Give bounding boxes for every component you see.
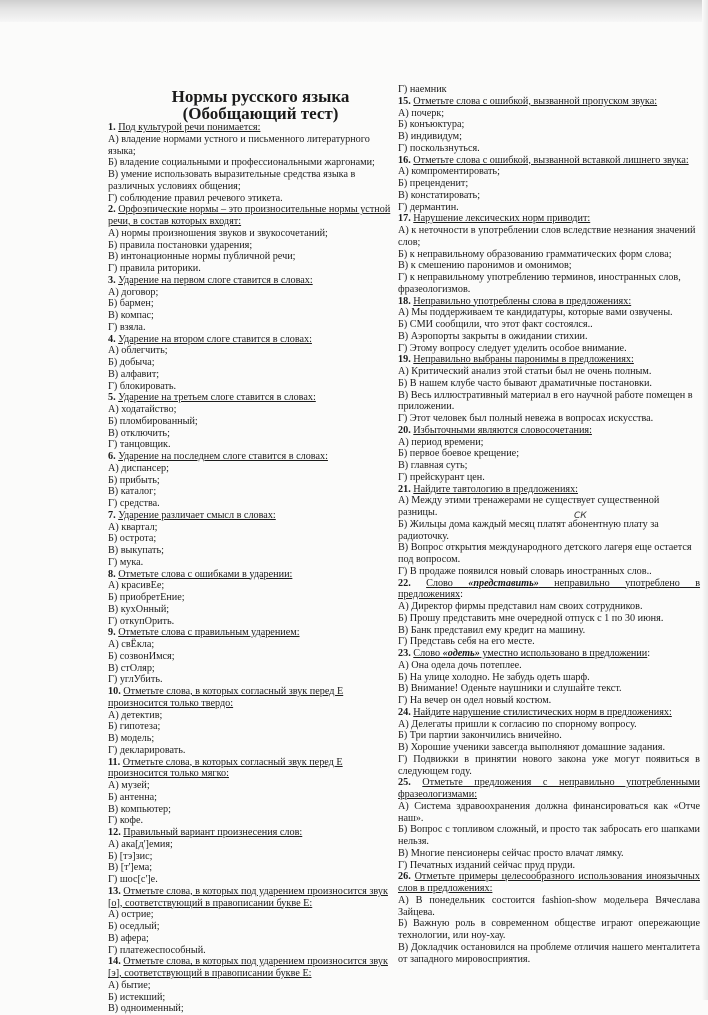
answer-option: Б) владение социальными и профессиональными жаргонами; <box>108 157 375 169</box>
answer-option: Г) Этому вопросу следует уделить особое внимание. <box>398 342 627 354</box>
question-26 <box>398 871 700 965</box>
question-number: 1. <box>108 122 116 133</box>
answer-option: Б) пломбированный; <box>108 415 198 427</box>
answer-option: А) компроментировать; <box>398 166 500 178</box>
answer-option: Г) кофе. <box>108 815 144 827</box>
question-header <box>108 827 393 839</box>
question-prompt: Отметьте слова с ошибкой, вызванной вставкой лишнего звука: <box>413 154 689 166</box>
prompt-part: Слово <box>426 577 469 589</box>
answer-option: В) [т']ема; <box>108 862 153 874</box>
answer-option: Г) взяла. <box>108 321 146 333</box>
question-header <box>398 425 700 437</box>
question-number: 14. <box>108 956 121 968</box>
question-number: 25. <box>398 777 411 789</box>
answer-option: Б) Три партии закончились вничейно. <box>398 730 562 742</box>
answer-option: Б) конъюктура; <box>398 119 465 131</box>
answer-option: В) интонационные нормы публичной речи; <box>108 251 296 263</box>
question-number: 5. <box>108 392 116 404</box>
left-question-list <box>108 122 393 1015</box>
question-2 <box>108 204 393 275</box>
question-prompt: Найдите нарушение стилистических норм в предложениях: <box>413 706 672 718</box>
answer-option: А) нормы произношения звуков и звукосочетаний; <box>108 227 328 239</box>
question-prompt: Отметьте слова, в которых под ударением произносится звук [э], соответствующий в правописании букве Е: <box>108 956 388 979</box>
answer-option: В) одноименный; <box>108 1003 184 1015</box>
answer-option: В) Аэропорты закрыты в ожидании стихии. <box>398 330 588 342</box>
answer-option: А) ака[д']емия; <box>108 838 173 850</box>
question-header <box>108 204 393 228</box>
question-prompt: Отметьте слова с ошибками в ударении: <box>118 568 293 580</box>
answer-option: Б) созвонИмся; <box>108 650 175 662</box>
question-prompt: Ударение на третьем слоге ставится в словах: <box>118 392 316 404</box>
question-number: 2. <box>108 204 116 216</box>
prompt-colon: : <box>460 589 463 601</box>
answer-option: В) констатировать; <box>398 189 481 201</box>
answer-option: В) главная суть; <box>398 460 468 471</box>
question-7 <box>108 510 393 569</box>
question-number: 16. <box>398 154 411 166</box>
answer-option: А) почерк; <box>398 107 445 119</box>
emphasized-word: «одеть» <box>442 648 480 659</box>
answer-option: А) Мы поддерживаем те кандидатуры, которые вами озвучены. <box>398 307 673 319</box>
question-number: 4. <box>108 333 116 345</box>
question-18 <box>398 296 700 355</box>
answer-option: В) к смешению паронимов и омонимов; <box>398 260 572 272</box>
question-14 <box>108 956 393 1015</box>
answer-option: В) компьютер; <box>108 803 171 815</box>
question-header <box>398 578 700 602</box>
answer-option: А) свЁкла; <box>108 639 155 650</box>
right-column <box>398 84 700 965</box>
question-11 <box>108 757 393 828</box>
question-prompt: Отметьте слова с правильным ударением: <box>118 627 300 639</box>
answer-option: Г) прейскурант цен. <box>398 471 485 483</box>
answer-option: Б) правила постановки ударения; <box>108 239 253 251</box>
answer-option: В) Многие пенсионеры сейчас просто влачат лямку. <box>398 847 624 859</box>
question-20 <box>398 425 700 484</box>
question-5 <box>108 392 393 451</box>
question-12 <box>108 827 393 886</box>
question-number: 19. <box>398 354 411 366</box>
answer-option: А) Она одела дочь потеплее. <box>398 659 522 671</box>
answer-option: Г) платежеспособный. <box>108 944 206 956</box>
answer-option: В) Докладчик остановился на проблеме отличия нашего менталитета от западного мировосприятия. <box>398 941 700 965</box>
answer-option: Б) истекший; <box>108 991 166 1003</box>
question-prompt: Избыточными являются словосочетания: <box>413 424 592 436</box>
answer-option: Б) [тэ]зис; <box>108 850 153 862</box>
title-line-1: Нормы русского языка <box>171 87 350 106</box>
document-title <box>108 88 393 122</box>
answer-option: Г) поскользнуться. <box>398 142 480 154</box>
right-question-list <box>398 96 700 966</box>
question-header <box>108 686 393 710</box>
answer-option: Б) гипотеза; <box>108 721 161 733</box>
answer-option: В) индивидум; <box>398 131 462 142</box>
question-prompt: Отметьте слова, в которых согласный звук перед Е произносится только мягко: <box>108 756 343 780</box>
answer-option: А) владение нормами устного и письменного литературного языка; <box>108 133 370 157</box>
question-header <box>108 275 393 287</box>
answer-option: В) Весь иллюстративный материал в его научной работе помещен в приложении. <box>398 389 693 413</box>
answer-option: А) Делегаты пришли к согласию по спорному вопросу. <box>398 718 637 730</box>
question-header <box>108 451 393 463</box>
title-line-2: (Обобщающий тест) <box>182 104 339 123</box>
question-10 <box>108 686 393 757</box>
answer-option: А) Критический анализ этой статьи был не очень полным. <box>398 366 652 377</box>
answer-option: В) Вопрос открытия международного детского лагеря еще остается под вопросом. <box>398 542 692 565</box>
answer-option: Г) откупОрить. <box>108 615 175 627</box>
question-number: 22. <box>398 577 411 589</box>
question-header <box>398 296 700 308</box>
question-header <box>398 484 700 496</box>
question-header <box>108 886 393 910</box>
answer-option: Б) добыча; <box>108 357 155 368</box>
answer-option: А) к неточности в употреблении слов вследствие незнания значений слов; <box>398 225 696 248</box>
question-prompt: Отметьте слова, в которых согласный звук перед Е произносится только твердо: <box>108 686 344 709</box>
answer-option: Б) преценденит; <box>398 178 469 189</box>
question-prompt: Неправильно выбраны паронимы в предложениях: <box>413 354 634 366</box>
question-16 <box>398 155 700 214</box>
question-prompt: Отметьте слова с ошибкой, вызванной пропуском звука: <box>413 95 658 107</box>
question-header <box>398 777 700 801</box>
answer-option: А) договор; <box>108 286 159 298</box>
question-prompt <box>398 578 700 601</box>
answer-option: А) ходатайство; <box>108 404 177 415</box>
question-number: 7. <box>108 509 116 521</box>
question-4 <box>108 334 393 393</box>
answer-option: Б) прибыть; <box>108 474 160 486</box>
answer-option: А) период времени; <box>398 436 484 448</box>
answer-option: В) афера; <box>108 932 149 944</box>
question-header <box>108 627 393 639</box>
answer-option: Г) Представь себя на его месте. <box>398 636 535 648</box>
question-header <box>108 510 393 522</box>
answer-option: Г) дермантин. <box>398 201 459 213</box>
question-number: 15. <box>398 95 411 107</box>
question-number: 21. <box>398 483 411 495</box>
question-17 <box>398 213 700 295</box>
answer-option: Г) средства. <box>108 498 160 509</box>
answer-option: Б) к неправильному образованию грамматических форм слова; <box>398 248 672 260</box>
question-prompt: Отметьте слова, в которых под ударением произносится звук [о], соответствующий в правописании букве Е: <box>108 885 388 909</box>
question-21 <box>398 484 700 578</box>
answer-option: Г) мука. <box>108 556 144 568</box>
answer-option: В) Хорошие ученики завсегда выполняют домашние задания. <box>398 742 666 753</box>
question-number: 9. <box>108 627 116 639</box>
scan-edge-shadow <box>702 0 708 1000</box>
question-number: 6. <box>108 451 116 462</box>
answer-option: Г) Печатных изданий сейчас пруд пруди. <box>398 859 576 871</box>
question-header <box>108 757 393 781</box>
question-header <box>108 122 393 134</box>
prompt-part: уместно использовано в предложении <box>479 648 648 659</box>
question-19 <box>398 354 700 425</box>
question-number: 3. <box>108 274 116 286</box>
question-prompt: Ударение различает смысл в словах: <box>118 509 276 521</box>
answer-option: А) облегчить; <box>108 345 168 357</box>
question-header <box>398 707 700 719</box>
question-1 <box>108 122 393 204</box>
question-number: 11. <box>108 756 121 768</box>
answer-option: Г) Этот человек был полный невежа в вопросах искусства. <box>398 413 654 424</box>
answer-option: А) острие; <box>108 909 154 921</box>
question-14-continued-option: Г) наемник <box>398 84 447 95</box>
question-header <box>398 354 700 366</box>
answer-option: А) диспансер; <box>108 462 169 474</box>
question-number: 18. <box>398 295 411 307</box>
answer-option: Б) В нашем клубе часто бывают драматичные постановки. <box>398 377 652 389</box>
question-header <box>398 96 700 108</box>
question-prompt: Найдите тавтологию в предложениях: <box>413 483 579 495</box>
question-number: 23. <box>398 648 411 659</box>
answer-option: А) квартал; <box>108 521 158 533</box>
answer-option: Б) Жильцы дома каждый месяц платят абонентную плату за радиоточку. СК <box>398 510 659 542</box>
answer-option: Б) СМИ сообщили, что этот факт состоялся.. <box>398 319 593 330</box>
answer-option: А) В понедельник состоится fashion-show модельера Вячеслава Зайцева. <box>398 894 700 918</box>
question-13 <box>108 886 393 957</box>
question-9 <box>108 627 393 686</box>
question-23 <box>398 648 700 707</box>
answer-option: Б) оседлый; <box>108 921 160 932</box>
question-prompt <box>413 648 647 659</box>
answer-option: Г) декларировать. <box>108 744 186 756</box>
question-header <box>108 569 393 581</box>
answer-option: Б) антенна; <box>108 791 157 803</box>
answer-option: Г) В продаже появился новый словарь иностранных слов.. <box>398 565 652 577</box>
question-header <box>108 956 393 980</box>
answer-option: Б) Важную роль в современном обществе играют опережающие технологии, или ноу-хау. <box>398 918 700 941</box>
answer-option: А) музей; <box>108 780 150 791</box>
question-number: 20. <box>398 424 411 436</box>
question-24 <box>398 707 700 778</box>
question-header <box>108 392 393 404</box>
prompt-part: неправильно употреблено в предложениях <box>398 577 701 601</box>
question-header <box>398 213 700 225</box>
answer-option: В) модель; <box>108 733 155 744</box>
answer-option: Г) шос[с']е. <box>108 874 158 885</box>
handwritten-annotation: СК <box>574 510 587 521</box>
question-prompt: Отметьте предложения с неправильно употребленными фразеологизмами: <box>398 777 701 800</box>
left-column <box>108 88 393 1015</box>
answer-option: Б) Вопрос с топливом сложный, и просто так забросать его шапками нельзя. <box>398 824 700 847</box>
scan-noise-band <box>0 0 708 22</box>
answer-option: Г) На вечер он одел новый костюм. <box>398 695 552 706</box>
answer-option: В) каталог; <box>108 486 157 498</box>
answer-option: А) Директор фирмы представил нам своих сотрудников. <box>398 601 643 612</box>
answer-option: В) кухОнный; <box>108 603 170 615</box>
answer-option: Г) танцовщик. <box>108 439 171 451</box>
question-prompt: Неправильно употреблены слова в предложениях: <box>413 295 632 307</box>
answer-option: Б) острота; <box>108 533 157 545</box>
question-prompt: Орфоэпические нормы – это произносительные нормы устной речи, в состав которых входят: <box>108 204 391 227</box>
answer-option: В) отключить; <box>108 427 170 439</box>
question-number: 24. <box>398 706 411 718</box>
question-prompt: Правильный вариант произнесения слов: <box>123 827 303 838</box>
question-prompt: Отметьте примеры целесообразного использования иноязычных слов в предложениях: <box>398 871 700 894</box>
question-number: 13. <box>108 885 121 897</box>
answer-option: Б) бармен; <box>108 298 154 310</box>
question-prompt: Ударение на первом слоге ставится в словах: <box>118 274 313 286</box>
question-header <box>108 334 393 346</box>
question-3 <box>108 275 393 334</box>
prompt-part: Слово <box>413 648 443 659</box>
question-header <box>398 155 700 167</box>
answer-option: А) детектив; <box>108 709 163 721</box>
question-header <box>398 871 700 895</box>
answer-option: Б) приобретЕние; <box>108 592 185 603</box>
question-number: 26. <box>398 871 411 883</box>
answer-option: Г) к неправильному употреблению терминов, иностранных слов, фразеологизмов. <box>398 272 681 295</box>
answer-option: В) Внимание! Оденьте наушники и слушайте текст. <box>398 683 622 695</box>
answer-option: Б) Прошу представить мне очередной отпуск с 1 по 30 июня. <box>398 612 664 624</box>
answer-option: В) компас; <box>108 310 154 321</box>
question-8 <box>108 569 393 628</box>
answer-option: В) стОляр; <box>108 662 155 674</box>
answer-option: А) красивЕе; <box>108 580 165 592</box>
emphasized-word: «представить» <box>468 577 539 589</box>
answer-option: В) умение использовать выразительные средства языка в различных условиях общения; <box>108 169 356 192</box>
answer-option: А) Система здравоохранения должна финансироваться как «Отче наш». <box>398 800 700 824</box>
question-15 <box>398 96 700 155</box>
answer-option: Б) На улице холодно. Не забудь одеть шарф. <box>398 671 590 683</box>
question-prompt: Нарушение лексических норм приводит: <box>413 213 591 225</box>
answer-option: А) Между этими тренажерами не существует существенной разницы. <box>398 495 660 518</box>
question-number: 8. <box>108 568 116 580</box>
answer-option: Г) соблюдение правил речевого этикета. <box>108 192 283 204</box>
answer-option: Г) блокировать. <box>108 380 177 392</box>
question-number: 17. <box>398 213 411 225</box>
question-prompt: Ударение на втором слоге ставится в словах: <box>118 333 312 345</box>
question-header <box>398 648 700 660</box>
answer-option: Б) первое боевое крещение; <box>398 448 520 460</box>
answer-option: В) Банк представил ему кредит на машину. <box>398 624 586 636</box>
question-22 <box>398 578 700 649</box>
question-6 <box>108 451 393 510</box>
question-25 <box>398 777 700 871</box>
answer-option: Г) углУбить. <box>108 674 163 686</box>
question-prompt: Ударение на последнем слоге ставится в словах: <box>118 451 328 462</box>
question-number: 12. <box>108 827 121 838</box>
prompt-colon: : <box>647 648 651 659</box>
answer-option: В) алфавит; <box>108 368 160 380</box>
answer-option: А) бытие; <box>108 979 151 991</box>
answer-option: Г) правила риторики. <box>108 263 201 274</box>
answer-option: Г) Подвижки в принятии нового закона уже могут появиться в следующем году. <box>398 753 700 777</box>
question-number: 10. <box>108 686 121 697</box>
answer-option: В) выкупать; <box>108 545 164 556</box>
question-prompt: Под культурой речи понимается: <box>118 122 261 133</box>
